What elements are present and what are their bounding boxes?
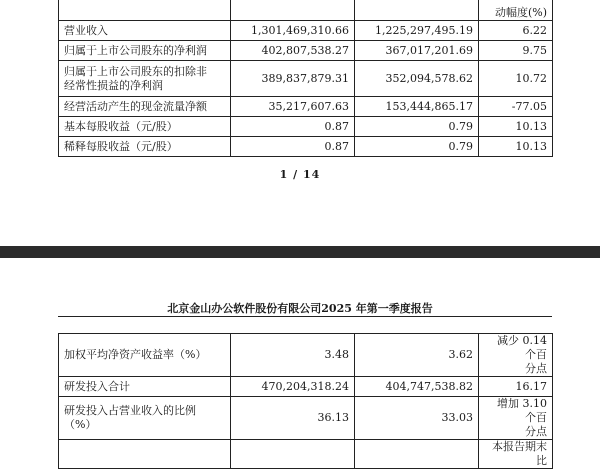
change-value: 6.22 [479,21,553,41]
prior-period-value: 0.79 [355,117,479,137]
prior-period-value: 352,094,578.62 [355,61,479,97]
current-period-value: 35,217,607.63 [231,97,355,117]
prior-period-value: 404,747,538.82 [355,377,479,397]
change-value: -77.05 [479,97,553,117]
row-label-line: 经常性损益的净利润 [64,78,163,92]
prior-period-value: 367,017,201.69 [355,41,479,61]
current-period-value [231,440,355,469]
change-value: 10.13 [479,137,553,157]
current-period-value: 0.87 [231,117,355,137]
report-title: 北京金山办公软件股份有限公司2025 年第一季度报告 [167,302,433,315]
table-row [59,334,553,377]
change-value: 10.72 [479,61,553,97]
row-label: 经营活动产生的现金流量净额 [59,97,231,117]
row-label [59,61,231,97]
row-label: 研发投入合计 [59,377,231,397]
table-row [59,377,553,397]
key-financials-table-continued [58,333,553,469]
row-label-line: （%） [64,418,97,431]
row-label-line: 研发投入占营业收入的比例 [64,404,196,417]
prior-period-value: 153,444,865.17 [355,97,479,117]
current-period-value: 389,837,879.31 [231,61,355,97]
prior-period-value: 3.62 [355,334,479,377]
current-period-value: 36.13 [231,397,355,440]
table-row [59,21,553,41]
row-label: 基本每股收益（元/股） [59,117,231,137]
change-line: 分点 [525,425,547,438]
current-period-value: 0.87 [231,137,355,157]
title-underline [58,316,552,317]
table-row [59,61,553,97]
change-value: 9.75 [479,41,553,61]
change-line: 分点 [525,362,547,375]
row-label [59,397,231,440]
prior-period-value: 0.79 [355,137,479,157]
prior-period-value [355,440,479,469]
table-row [59,117,553,137]
change-value [479,334,553,377]
row-label: 加权平均净资产收益率（%） [59,334,231,377]
current-period-value: 402,807,538.27 [231,41,355,61]
prior-period-value: 1,225,297,495.19 [355,21,479,41]
change-line: 减少 0.14 个百 [497,334,547,361]
page-separator [0,246,600,258]
table-row [59,41,553,61]
change-column-header: 动幅度(%) [479,0,553,21]
table-row [59,397,553,440]
change-value [479,397,553,440]
change-line: 增加 3.10 个百 [497,397,547,424]
row-label: 稀释每股收益（元/股） [59,137,231,157]
current-period-value: 1,301,469,310.66 [231,21,355,41]
table-row [59,97,553,117]
row-label-line: 归属于上市公司股东的扣除非 [64,64,207,78]
table-header-row [59,0,553,21]
change-value: 16.17 [479,377,553,397]
row-label: 营业收入 [59,21,231,41]
current-period-value: 3.48 [231,334,355,377]
change-value: 本报告期末比 [479,440,553,469]
prior-period-value: 33.03 [355,397,479,440]
key-financials-table [58,0,553,157]
row-label: 归属于上市公司股东的净利润 [59,41,231,61]
table-row [59,440,553,469]
current-period-value: 470,204,318.24 [231,377,355,397]
table-row [59,137,553,157]
change-value: 10.13 [479,117,553,137]
report-page-2 [0,258,600,467]
row-label [59,440,231,469]
page-number: 1 / 14 [279,168,321,181]
